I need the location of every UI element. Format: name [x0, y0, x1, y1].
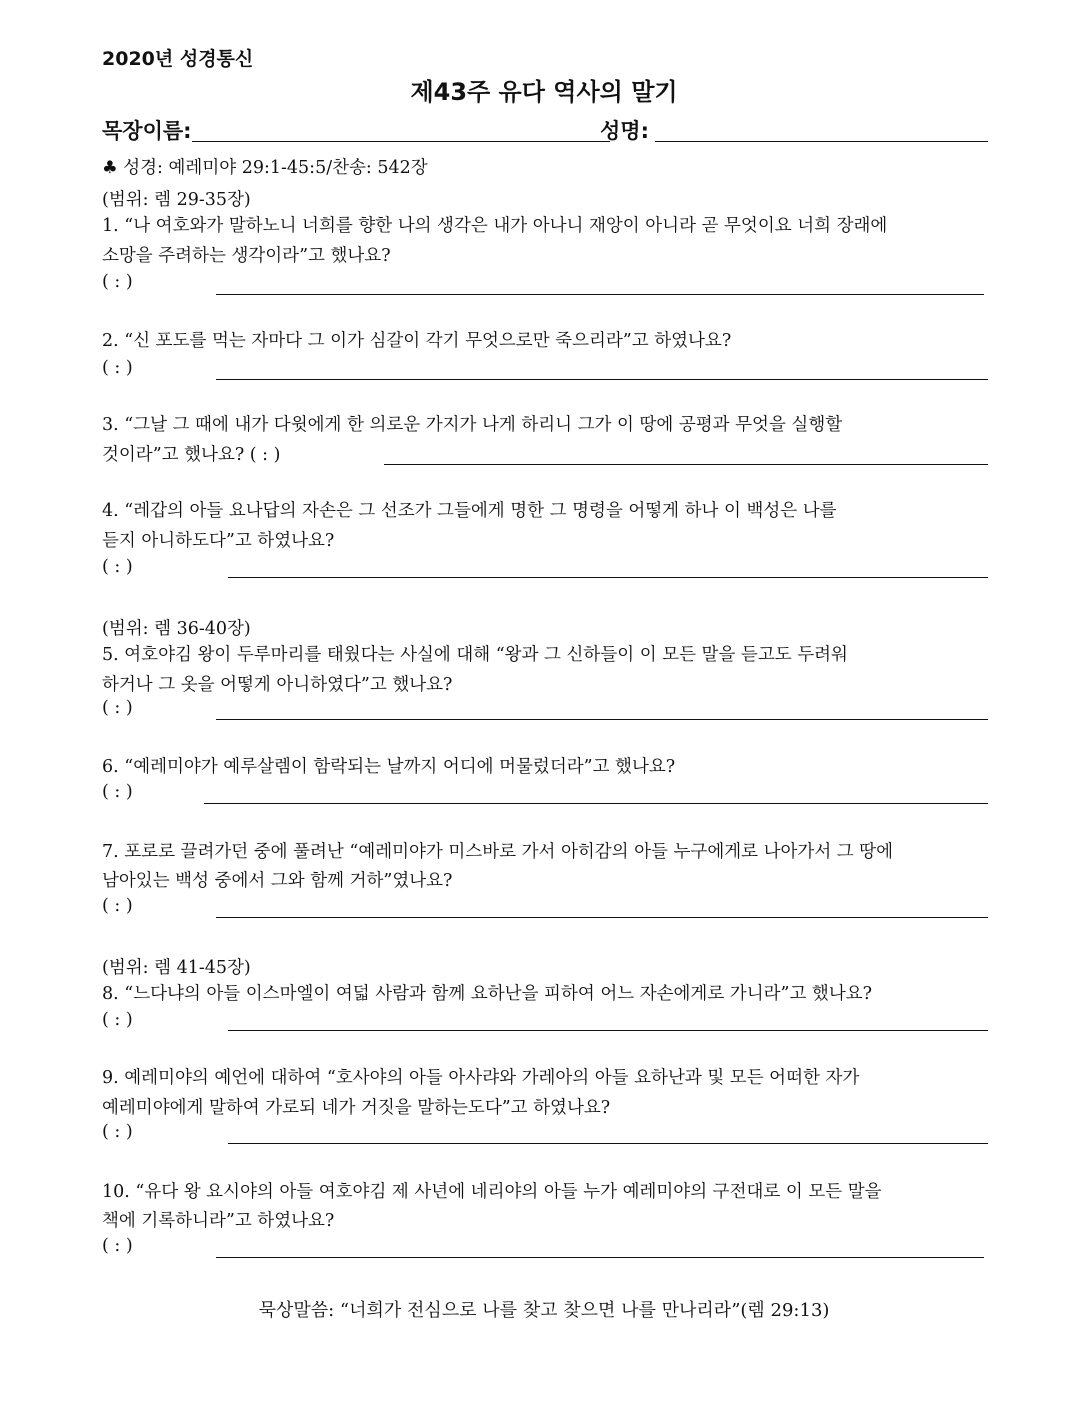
header-tag: 2020년 성경통신	[102, 48, 254, 70]
verse-blank: ( : )	[102, 557, 133, 577]
meditation-verse: 묵상말씀: “너희가 전심으로 나를 찾고 찾으면 나를 만나리라”(렘 29:13)	[258, 1300, 830, 1321]
question-2-line1: 2. “신 포도를 먹는 자마다 그 이가 심갈이 각기 무엇으로만 죽으리라”고 하였나요?	[102, 331, 732, 351]
section-range: (범위: 렘 36-40장)	[102, 619, 251, 639]
question-4-line1: 4. “레갑의 아들 요나답의 자손은 그 선조가 그들에게 명한 그 명령을 어떻게 하나 이 백성은 나를	[102, 501, 837, 521]
answer-line-4[interactable]	[228, 577, 988, 578]
question-5-line2: 하거나 그 옷을 어떻게 아니하였다”고 했나요?	[102, 675, 453, 695]
verse-blank: ( : )	[102, 272, 133, 292]
verse-blank: ( : )	[102, 782, 133, 802]
question-8-line1: 8. “느다냐의 아들 이스마엘이 여덟 사람과 함께 요하난을 피하여 어느 자손에게로 가니라”고 했나요?	[102, 984, 873, 1004]
section-range: (범위: 렘 41-45장)	[102, 958, 251, 978]
group-name-field[interactable]	[192, 141, 610, 142]
question-1-line2: 소망을 주려하는 생각이라”고 했나요?	[102, 246, 391, 266]
answer-line-8[interactable]	[228, 1030, 988, 1031]
verse-blank: ( : )	[102, 1010, 133, 1030]
question-9-line2: 예레미야에게 말하여 가로되 네가 거짓을 말하는도다”고 하였나요?	[102, 1098, 611, 1118]
verse-blank: ( : )	[102, 1122, 133, 1142]
verse-blank: ( : )	[102, 896, 133, 916]
question-10-line2: 책에 기록하니라”고 하였나요?	[102, 1211, 335, 1231]
answer-line-6[interactable]	[204, 803, 988, 804]
question-7-line1: 7. 포로로 끌려가던 중에 풀려난 “예레미야가 미스바로 가서 아히감의 아들 누구에게로 나아가서 그 땅에	[102, 842, 894, 862]
question-10-line1: 10. “유다 왕 요시야의 아들 여호야김 제 사년에 네리야의 아들 누가 예레미야의 구전대로 이 모든 말을	[102, 1182, 882, 1202]
question-6-line1: 6. “예레미야가 예루살렘이 함락되는 날까지 어디에 머물렀더라”고 했나요?	[102, 757, 676, 777]
question-1-line1: 1. “나 여호와가 말하노니 너희를 향한 나의 생각은 내가 아나니 재앙이 아니라 곧 무엇이요 너희 장래에	[102, 216, 888, 236]
verse-blank: ( : )	[102, 1236, 133, 1256]
question-7-line2: 남아있는 백성 중에서 그와 함께 거하”였나요?	[102, 871, 453, 891]
answer-line-9[interactable]	[228, 1143, 988, 1144]
answer-line-7[interactable]	[216, 917, 988, 918]
section-range: (범위: 렘 29-35장)	[102, 190, 251, 210]
person-name-field[interactable]	[655, 141, 988, 142]
question-4-line2: 듣지 아니하도다”고 하였나요?	[102, 531, 335, 551]
question-5-line1: 5. 여호야김 왕이 두루마리를 태웠다는 사실에 대해 “왕과 그 신하들이 이 모든 말을 듣고도 두려워	[102, 645, 848, 665]
answer-line-10[interactable]	[216, 1257, 984, 1258]
scripture-line: ♣ 성경: 예레미야 29:1-45:5/찬송: 542장	[102, 158, 428, 178]
verse-blank: ( : )	[102, 698, 133, 718]
group-name-label: 목장이름:	[102, 119, 192, 143]
answer-line-3[interactable]	[384, 464, 988, 465]
question-9-line1: 9. 예레미야의 예언에 대하여 “호사야의 아들 아사랴와 가레아의 아들 요하난과 및 모든 어떠한 자가	[102, 1068, 860, 1088]
question-3-line2: 것이라”고 했나요? ( : )	[102, 445, 281, 465]
answer-line-1[interactable]	[216, 294, 984, 295]
page-title: 제43주 유다 역사의 말기	[410, 78, 678, 106]
answer-line-5[interactable]	[216, 719, 988, 720]
question-3-line1: 3. “그날 그 때에 내가 다윗에게 한 의로운 가지가 나게 하리니 그가 이 땅에 공평과 무엇을 실행할	[102, 415, 843, 435]
person-name-label: 성명:	[600, 119, 649, 143]
verse-blank: ( : )	[102, 358, 133, 378]
answer-line-2[interactable]	[216, 379, 988, 380]
